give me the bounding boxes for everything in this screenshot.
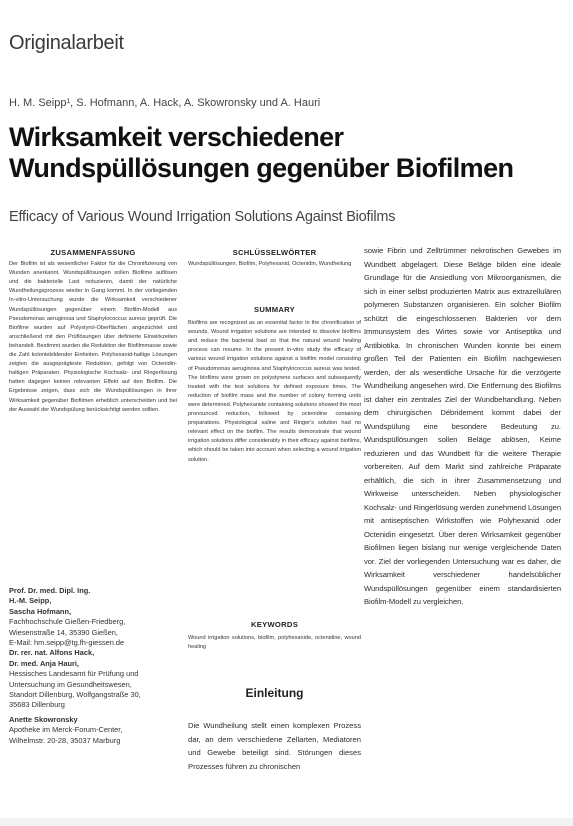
summary-text: Biofilms are recognized as an essential factor in the chronification of wounds. Wound irrigation solutions are intended to dissolve biofilms and reduce the bacterial load so that the natural wound healing process can resume. In the present in-vitro study the efficacy of various wound irrigation solutions against a biofilm model consisting of Pseudomonas aeruginosa and Staphylococcus aureus was tested. The biofilms were grown on polystyrene surfaces and subsequently treated with the test solutions for defined exposure times. The reduction of biofilm mass and the number of colony forming units were determined. Polyhexanide containing solutions showed the most pronounced reduction, followed by octenidine containing preparations. Physiological saline and Ringer's solution had no relevant effect on the biofilm. The results demonstrate that wound irrigation solutions differ considerably in their efficacy against biofilms, which should be taken into account when selecting a wound irrigation solution. [188, 320, 361, 463]
keywords-de-heading: SCHLÜSSELWÖRTER [232, 248, 317, 257]
abstract-text: Der Biofilm ist als wesentlicher Faktor für die Chronifizierung von Wunden anerkannt. Wundspüllösungen sollen Biofilme auflösen und die bakterielle Last reduzieren, damit der natürliche Wundheilungsprozess wieder in Gang kommt. In der vorliegenden In-vitro-Untersuchung wurde die Wirksamkeit verschiedener Wundspüllösungen gegenüber einem Biofilm-Modell aus Pseudomonas aeruginosa und Staphylococcus aureus geprüft. Die Biofilme wurden auf Polystyrol-Oberflächen angezüchtet und anschließend mit den Prüflösungen über definierte Einwirkzeiten behandelt. Bestimmt wurden die Reduktion der Biofilmmasse sowie die Zahl koloniebildender Einheiten. Polyhexanid-haltige Lösungen zeigten die ausgeprägteste Reduktion, gefolgt von Octenidin-haltigen Präparaten. Physiologische Kochsalz- und Ringerlösung hatten dagegen keinen relevanten Effekt auf den Biofilm. Die Ergebnisse zeigen, dass sich die Wundspüllösungen in ihrer Wirksamkeit gegenüber Biofilmen erheblich unterscheiden und bei der Auswahl der Wundspülung berücksichtigt werden sollten. [9, 261, 177, 413]
title-line-2: Wundspüllösungen gegenüber Biofilmen [9, 153, 514, 183]
keywords-en-text: Wound irrigation solutions, biofilm, polyhexanide, octenidine, wound healing [188, 635, 361, 651]
introduction-text [188, 719, 361, 773]
summary-heading: SUMMARY [253, 305, 296, 314]
keywords-de-block [188, 248, 361, 269]
summary-block [188, 305, 361, 465]
address-line: Wiesenstraße 14, 35390 Gießen, [9, 627, 118, 637]
address-line: H.-M. Seipp, [9, 596, 52, 606]
intro-paragraph: Die Wundheilung stellt einen komplexen Prozess dar, an dem verschiedene Zellarten, Mediatoren und Gewebe beteiligt sind. Störungen dieses Prozesses führen zu chronischen [188, 721, 361, 771]
address-line: Fachhochschule Gießen-Friedberg, [9, 617, 126, 627]
address-line: Hessisches Landesamt für Prüfung und [9, 669, 139, 679]
address-line: Sascha Hofmann, [9, 606, 72, 616]
authors-line: H. M. Seipp¹, S. Hofmann, A. Hack, A. Skowronsky und A. Hauri [9, 97, 321, 109]
author-address [9, 586, 177, 746]
address-line: Wilhelmstr. 20-28, 35037 Marburg [9, 735, 121, 745]
body-column-right [364, 244, 561, 609]
keywords-en-block [188, 620, 361, 652]
article-title [9, 122, 564, 184]
section-label: Originalarbeit [9, 32, 124, 54]
address-line: Dr. med. Anja Hauri, [9, 658, 79, 668]
title-line-1: Wirksamkeit verschiedener [9, 122, 344, 152]
body-text: sowie Fibrin und Zelltrümmer nekrotischen Gewebes im Wundbett abgelagert. Diese Beläge bilden eine ideale Grundlage für die Ansiedlung von Mikroorganismen, die sich in einer selbst produzierten Matrix aus extrazellulären polymeren Substanzen organisieren. Ein solcher Biofilm schützt die eingeschlossenen Bakterien vor dem Immunsystem des Wirtes sowie vor Antiseptika und Antibiotika. In chronischen Wunden konnte bei einem großen Teil der Patienten ein Biofilm nachgewiesen werden, der als wesentliche Ursache für die verzögerte Wundheilung angesehen wird. Die Entfernung des Biofilms ist daher ein zentrales Ziel der Wundbehandlung. Neben dem chirurgischen Débridement kommt dabei der Wundspülung eine besondere Bedeutung zu. Wundspüllösungen sollen Beläge ablösen, Keime reduzieren und das Wundbett für die weitere Therapie vorbereiten. Auf dem Markt sind zahlreiche Präparate erhältlich, die sich in ihrer Zusammensetzung und Wirkweise unterscheiden. Neben physiologischer Kochsalz- und Ringerlösung werden zunehmend Lösungen mit antiseptischen Wirkstoffen wie Polyhexanid oder Octenidin eingesetzt. Über deren Wirksamkeit gegenüber Biofilmen liegen bislang nur wenige vergleichende Daten vor. Ziel der vorliegenden Untersuchung war es daher, die Wirksamkeit verschiedener handelsüblicher Wundspüllösungen gegenüber einem standardisierten Biofilm-Modell zu vergleichen. [364, 246, 561, 606]
english-title: Efficacy of Various Wound Irrigation Solutions Against Biofilms [9, 209, 396, 225]
keywords-en-heading: KEYWORDS [250, 620, 299, 629]
address-line: 35683 Dillenburg [9, 700, 65, 710]
address-line: Standort Dillenburg, Wolfgangstraße 30, [9, 690, 141, 700]
address-line: Anette Skowronsky [9, 714, 78, 724]
address-line: Untersuchung im Gesundheitswesen, [9, 679, 132, 689]
abstract-column [9, 248, 177, 415]
address-line: Dr. rer. nat. Alfons Hack, [9, 648, 95, 658]
introduction-heading: Einleitung [245, 686, 304, 700]
abstract-heading: ZUSAMMENFASSUNG [50, 248, 136, 257]
keywords-de-text: Wundspüllösungen, Biofilm, Polyhexanid, Octenidin, Wundheilung [188, 261, 352, 268]
page-edge [0, 818, 573, 826]
address-line: Prof. Dr. med. Dipl. Ing. [9, 586, 91, 595]
email-line: E-Mail: hm.seipp@tg.fh-giessen.de [9, 638, 125, 648]
address-line: Apotheke im Merck-Forum-Center, [9, 725, 123, 735]
